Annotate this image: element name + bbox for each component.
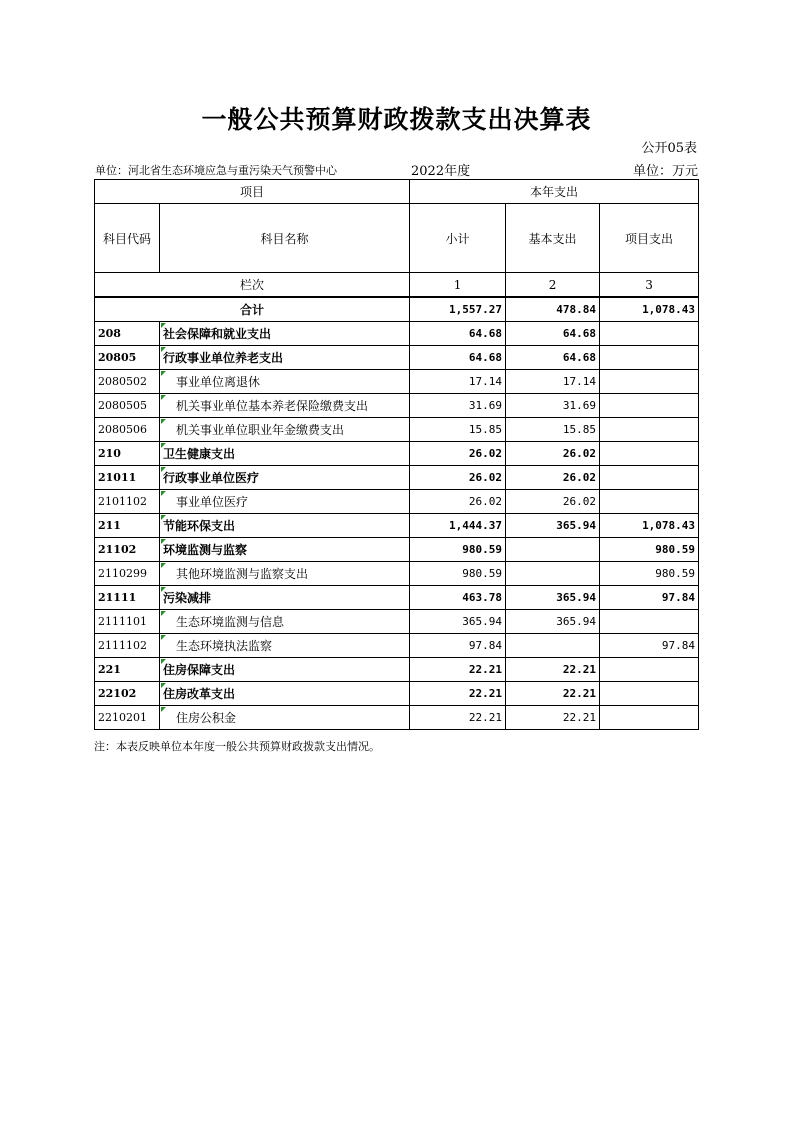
row-name-text: 环境监测与监察 [163, 543, 248, 557]
cell-comment-marker [161, 323, 166, 328]
row-name [160, 490, 410, 514]
row-basic [506, 418, 600, 442]
column-index-2: 2 [506, 273, 600, 298]
row-code-text: 2111101 [98, 615, 147, 628]
row-basic-text: 365.94 [556, 591, 597, 604]
row-basic-text: 365.94 [556, 519, 597, 532]
row-code [95, 346, 160, 370]
row-subtotal [410, 706, 506, 730]
row-code-text: 2080502 [98, 375, 147, 388]
amount-unit: 单位：万元 [632, 164, 698, 179]
row-code [95, 586, 160, 610]
row-project [600, 634, 699, 658]
row-subtotal-text: 26.02 [468, 471, 503, 484]
row-name-text: 节能环保支出 [163, 519, 236, 533]
row-basic [506, 586, 600, 610]
row-code-text: 2110299 [98, 567, 147, 580]
row-basic-text: 31.69 [562, 399, 597, 412]
row-subtotal-text: 26.02 [468, 447, 503, 460]
info-line [95, 160, 698, 178]
row-subtotal [410, 442, 506, 466]
column-index-3: 3 [600, 273, 699, 298]
cell-comment-marker [161, 587, 166, 592]
row-subtotal-text: 365.94 [462, 615, 503, 628]
row-code-text: 20805 [98, 351, 137, 364]
column-index-row [95, 273, 699, 298]
total-project: 1,078.43 [600, 297, 699, 322]
row-code-text: 208 [98, 327, 121, 340]
row-code-text: 2080506 [98, 423, 147, 436]
row-subtotal [410, 610, 506, 634]
row-code [95, 322, 160, 346]
table-row [95, 610, 699, 634]
table-row [95, 370, 699, 394]
row-code-text: 21102 [98, 543, 137, 556]
row-subtotal-text: 17.14 [468, 375, 503, 388]
table-row [95, 466, 699, 490]
row-basic [506, 370, 600, 394]
row-basic [506, 466, 600, 490]
row-basic-text: 26.02 [562, 495, 597, 508]
column-index-label: 栏次 [95, 273, 410, 298]
row-name [160, 466, 410, 490]
row-project [600, 442, 699, 466]
row-basic [506, 562, 600, 586]
row-name-text: 事业单位医疗 [176, 495, 249, 509]
row-name-text: 住房改革支出 [163, 687, 236, 701]
fiscal-year: 2022年度 [411, 164, 471, 179]
row-name [160, 562, 410, 586]
row-subtotal-text: 22.21 [468, 663, 503, 676]
cell-comment-marker [161, 347, 166, 352]
row-subtotal [410, 682, 506, 706]
row-subtotal [410, 418, 506, 442]
table-row [95, 634, 699, 658]
table-row [95, 514, 699, 538]
row-name [160, 586, 410, 610]
row-subtotal-text: 980.59 [462, 567, 503, 580]
row-code-text: 2111102 [98, 639, 147, 652]
row-code [95, 706, 160, 730]
cell-comment-marker [161, 635, 166, 640]
row-name [160, 610, 410, 634]
row-code [95, 514, 160, 538]
table-row [95, 706, 699, 730]
row-name-text: 社会保障和就业支出 [163, 327, 272, 341]
row-name [160, 442, 410, 466]
table-row [95, 562, 699, 586]
row-project [600, 394, 699, 418]
table-row [95, 346, 699, 370]
row-code-text: 211 [98, 519, 121, 532]
row-subtotal [410, 322, 506, 346]
row-subtotal [410, 562, 506, 586]
cell-comment-marker [161, 683, 166, 688]
row-basic [506, 610, 600, 634]
row-code-text: 2080505 [98, 399, 147, 412]
row-code [95, 658, 160, 682]
header-row-1 [95, 180, 699, 204]
row-code [95, 490, 160, 514]
row-subtotal [410, 466, 506, 490]
row-basic [506, 514, 600, 538]
row-code [95, 418, 160, 442]
row-name [160, 706, 410, 730]
row-subtotal [410, 394, 506, 418]
row-subtotal [410, 490, 506, 514]
cell-comment-marker [161, 419, 166, 424]
table-row [95, 322, 699, 346]
table-row [95, 658, 699, 682]
row-code [95, 634, 160, 658]
row-subtotal [410, 586, 506, 610]
row-name [160, 418, 410, 442]
row-name-text: 行政事业单位医疗 [163, 471, 260, 485]
column-index-1: 1 [410, 273, 506, 298]
footnote: 注：本表反映单位本年度一般公共预算财政拨款支出情况。 [94, 740, 380, 753]
header-subtotal: 小计 [410, 204, 506, 273]
form-number: 公开05表 [641, 141, 697, 156]
row-code-text: 21011 [98, 471, 137, 484]
row-subtotal [410, 514, 506, 538]
row-name-text: 机关事业单位职业年金缴费支出 [176, 423, 345, 437]
row-subtotal-text: 463.78 [462, 591, 503, 604]
row-basic-text: 22.21 [562, 687, 597, 700]
total-subtotal: 1,557.27 [410, 297, 506, 322]
row-basic [506, 658, 600, 682]
row-subtotal-text: 22.21 [468, 711, 503, 724]
row-subtotal [410, 658, 506, 682]
expenditure-table [94, 179, 699, 730]
row-project-text: 97.84 [661, 639, 696, 652]
row-project [600, 562, 699, 586]
row-basic [506, 346, 600, 370]
row-subtotal-text: 980.59 [462, 543, 503, 556]
row-basic-text: 22.21 [562, 663, 597, 676]
row-name-text: 机关事业单位基本养老保险缴费支出 [176, 399, 369, 413]
total-row [95, 297, 699, 322]
row-project [600, 706, 699, 730]
header-code: 科目代码 [95, 204, 160, 273]
row-subtotal-text: 1,444.37 [449, 519, 503, 532]
row-project [600, 418, 699, 442]
row-basic [506, 322, 600, 346]
row-name [160, 346, 410, 370]
row-name-text: 污染减排 [163, 591, 212, 605]
row-name [160, 394, 410, 418]
row-project [600, 466, 699, 490]
row-code [95, 370, 160, 394]
cell-comment-marker [161, 659, 166, 664]
cell-comment-marker [161, 491, 166, 496]
row-name-text: 行政事业单位养老支出 [163, 351, 284, 365]
row-project [600, 658, 699, 682]
row-name-text: 住房公积金 [176, 711, 237, 725]
row-name [160, 514, 410, 538]
row-subtotal-text: 22.21 [468, 687, 503, 700]
row-code-text: 2210201 [98, 711, 147, 724]
row-basic-text: 26.02 [562, 447, 597, 460]
row-name [160, 658, 410, 682]
row-project-text: 1,078.43 [642, 519, 696, 532]
row-name-text: 事业单位离退休 [176, 375, 261, 389]
row-name-text: 卫生健康支出 [163, 447, 236, 461]
table-row [95, 538, 699, 562]
row-basic-text: 64.68 [562, 327, 597, 340]
header-name: 科目名称 [160, 204, 410, 273]
row-subtotal-text: 26.02 [468, 495, 503, 508]
page-title: 一般公共预算财政拨款支出决算表 [201, 105, 592, 134]
row-code [95, 466, 160, 490]
table-row [95, 682, 699, 706]
row-name [160, 322, 410, 346]
row-subtotal-text: 15.85 [468, 423, 503, 436]
row-basic [506, 442, 600, 466]
row-name-text: 生态环境监测与信息 [176, 615, 285, 629]
row-code-text: 2101102 [98, 495, 147, 508]
row-project [600, 514, 699, 538]
row-name [160, 370, 410, 394]
row-code [95, 610, 160, 634]
organization-name: 单位：河北省生态环境应急与重污染天气预警中心 [95, 164, 337, 177]
row-project [600, 490, 699, 514]
cell-comment-marker [161, 539, 166, 544]
cell-comment-marker [161, 515, 166, 520]
row-code [95, 682, 160, 706]
row-basic [506, 634, 600, 658]
table-row [95, 442, 699, 466]
cell-comment-marker [161, 395, 166, 400]
row-subtotal-text: 31.69 [468, 399, 503, 412]
row-code-text: 22102 [98, 687, 137, 700]
header-project: 项目支出 [600, 204, 699, 273]
cell-comment-marker [161, 563, 166, 568]
table-row [95, 586, 699, 610]
row-name [160, 682, 410, 706]
header-item: 项目 [95, 180, 410, 204]
cell-comment-marker [161, 707, 166, 712]
row-project [600, 538, 699, 562]
row-project-text: 97.84 [661, 591, 696, 604]
header-basic: 基本支出 [506, 204, 600, 273]
row-subtotal-text: 64.68 [468, 351, 503, 364]
cell-comment-marker [161, 371, 166, 376]
table-row [95, 490, 699, 514]
row-code-text: 21111 [98, 591, 137, 604]
row-project [600, 610, 699, 634]
row-name-text: 住房保障支出 [163, 663, 236, 677]
row-name [160, 634, 410, 658]
row-project [600, 586, 699, 610]
row-code [95, 394, 160, 418]
row-basic-text: 22.21 [562, 711, 597, 724]
row-basic [506, 394, 600, 418]
row-basic [506, 538, 600, 562]
row-code-text: 221 [98, 663, 121, 676]
cell-comment-marker [161, 611, 166, 616]
row-basic [506, 706, 600, 730]
table-row [95, 418, 699, 442]
row-project [600, 370, 699, 394]
row-basic-text: 26.02 [562, 471, 597, 484]
total-basic: 478.84 [506, 297, 600, 322]
row-subtotal [410, 370, 506, 394]
row-code [95, 442, 160, 466]
row-name-text: 其他环境监测与监察支出 [176, 567, 309, 581]
cell-comment-marker [161, 443, 166, 448]
row-project [600, 682, 699, 706]
cell-comment-marker [161, 467, 166, 472]
table-row [95, 394, 699, 418]
row-code [95, 538, 160, 562]
row-subtotal [410, 538, 506, 562]
row-basic [506, 682, 600, 706]
row-basic-text: 64.68 [562, 351, 597, 364]
row-name-text: 生态环境执法监察 [176, 639, 273, 653]
row-basic-text: 15.85 [562, 423, 597, 436]
row-project-text: 980.59 [655, 567, 696, 580]
row-basic-text: 365.94 [556, 615, 597, 628]
header-current-year: 本年支出 [410, 180, 699, 204]
row-basic [506, 490, 600, 514]
row-code [95, 562, 160, 586]
row-project [600, 322, 699, 346]
row-code-text: 210 [98, 447, 121, 460]
row-subtotal-text: 64.68 [468, 327, 503, 340]
row-subtotal [410, 346, 506, 370]
row-name [160, 538, 410, 562]
total-label: 合计 [95, 297, 410, 322]
header-row-2 [95, 204, 699, 273]
row-project-text: 980.59 [655, 543, 696, 556]
row-subtotal-text: 97.84 [468, 639, 503, 652]
row-subtotal [410, 634, 506, 658]
row-basic-text: 17.14 [562, 375, 597, 388]
row-project [600, 346, 699, 370]
